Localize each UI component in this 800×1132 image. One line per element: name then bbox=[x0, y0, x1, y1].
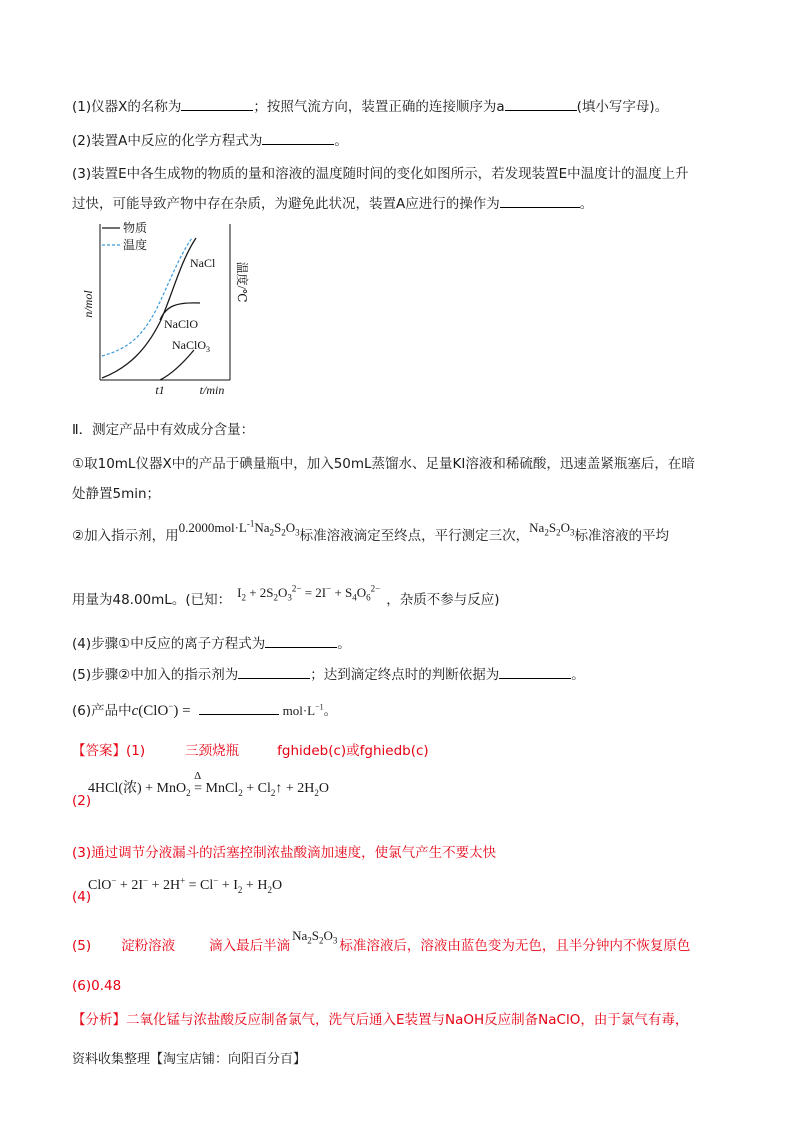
answer-3: (3)通过调节分液漏斗的活塞控制浓盐酸滴加速度，使氯气产生不要太快 bbox=[72, 845, 497, 861]
answer-blank bbox=[265, 633, 337, 648]
naclo3-curve bbox=[160, 350, 194, 380]
analysis: 【分析】二氧化锰与浓盐酸反应制备氯气，洗气后通入E装置与NaOH反应制备NaClO，由于氯气有毒， bbox=[72, 1012, 689, 1028]
answer-blank bbox=[181, 96, 253, 111]
known-equation: $I_2 + 2S_2O_3^{2-} = 2I^- + S_4O_6^{2-}$ bbox=[237, 583, 381, 603]
x-axis-label: t/min bbox=[199, 383, 225, 397]
answer-4-equation: $ClO^- + 2I^- + 2H^+ = Cl^- + I_2 + H_2O$ bbox=[88, 875, 283, 895]
substance-temperature-chart bbox=[80, 218, 270, 398]
hypochlorite-concentration-symbol: c(ClO−) = bbox=[131, 701, 191, 719]
answer-2-equation: 4HCl(浓) + MnO$_2$ = Δ MnCl$_2$ + $Cl_2↑ + 2H_2O$ bbox=[88, 770, 329, 798]
question-5: (5)步骤②中加入的指示剂为 ；达到滴定终点时的判断依据为 。 bbox=[72, 664, 585, 685]
answer-2-num: (2) bbox=[72, 793, 92, 809]
y-axis-label: n/mol bbox=[81, 290, 95, 318]
answer-5: (5) 淀粉溶液 滴入最后半滴$Na_2S_2O_3$ 标准溶液后，溶液由蓝色变为无色，且半分钟内不恢复原色 bbox=[72, 928, 691, 954]
answer-blank bbox=[505, 96, 577, 111]
legend-solid-label: 物质 bbox=[123, 221, 148, 235]
answer-blank bbox=[500, 193, 580, 208]
naclo-label: NaClO bbox=[164, 317, 198, 331]
nacl-label: NaCl bbox=[190, 256, 216, 270]
question-3-line2: 过快，可能导致产物中存在杂质，为避免此状况，装置A应进行的操作为 。 bbox=[72, 193, 593, 214]
answer-4-num: (4) bbox=[72, 889, 92, 905]
titrant-formula: $Na_2S_2O_3$ bbox=[529, 520, 575, 538]
question-3-line1: (3)装置E中各生成物的物质的量和溶液的温度随时间的变化如图所示，若发现装置E中温度计的温度上升 bbox=[72, 166, 689, 182]
x-tick-t1: t1 bbox=[155, 383, 165, 397]
answer-blank bbox=[499, 664, 571, 679]
step-2-line: ②加入指示剂，用$0.2000mol\cdot L^{-1}Na_2S_2O_3$标准溶液滴定至终点，平行测定三次，$Na_2S_2O_3$标准溶液的平均 bbox=[72, 518, 669, 544]
question-2: (2)装置A中反应的化学方程式为 。 bbox=[72, 130, 348, 151]
footer-source: 资料收集整理【淘宝店铺：向阳百分百】 bbox=[72, 1052, 307, 1067]
answer-blank bbox=[238, 664, 310, 679]
titrant-formula: $Na_2S_2O_3$ bbox=[292, 928, 338, 946]
question-4: (4)步骤①中反应的离子方程式为 。 bbox=[72, 633, 351, 654]
answer-1: 【答案】(1) 三颈烧瓶 fghideb(c)或fghiedb(c) bbox=[72, 743, 429, 759]
titrant-formula: $0.2000mol\cdot L^{-1}Na_2S_2O_3$ bbox=[178, 518, 300, 538]
answer-6: (6)0.48 bbox=[72, 978, 122, 994]
step-1-line1: ①取10mL仪器X中的产品于碘量瓶中，加入50mL蒸馏水、足量KI溶液和稀硫酸，迅速盖紧瓶塞后，在暗 bbox=[72, 456, 695, 472]
answer-blank bbox=[199, 700, 279, 715]
question-1: (1)仪器X的名称为 ；按照气流方向，装置正确的连接顺序为a (填小写字母)。 bbox=[72, 96, 668, 117]
question-6: (6)产品中$c(ClO^-) = mol\cdot L^{-1}$。 bbox=[72, 701, 338, 719]
part2-title: Ⅱ．测定产品中有效成分含量： bbox=[72, 422, 255, 438]
right-axis-label: 温度/℃ bbox=[235, 261, 249, 303]
nacl-curve bbox=[102, 238, 196, 378]
answer-blank bbox=[262, 130, 334, 145]
legend-dashed-label: 温度 bbox=[123, 238, 148, 252]
step-3-line: 用量为48.00mL。(已知： $I_2 + 2S_2O_3^{2-} = 2I^- + S_4O_6^{2-}$，杂质不参与反应) bbox=[72, 583, 500, 608]
step-1-line2: 处静置5min； bbox=[72, 486, 161, 502]
naclo3-label: NaClO$_3$ bbox=[172, 338, 210, 354]
